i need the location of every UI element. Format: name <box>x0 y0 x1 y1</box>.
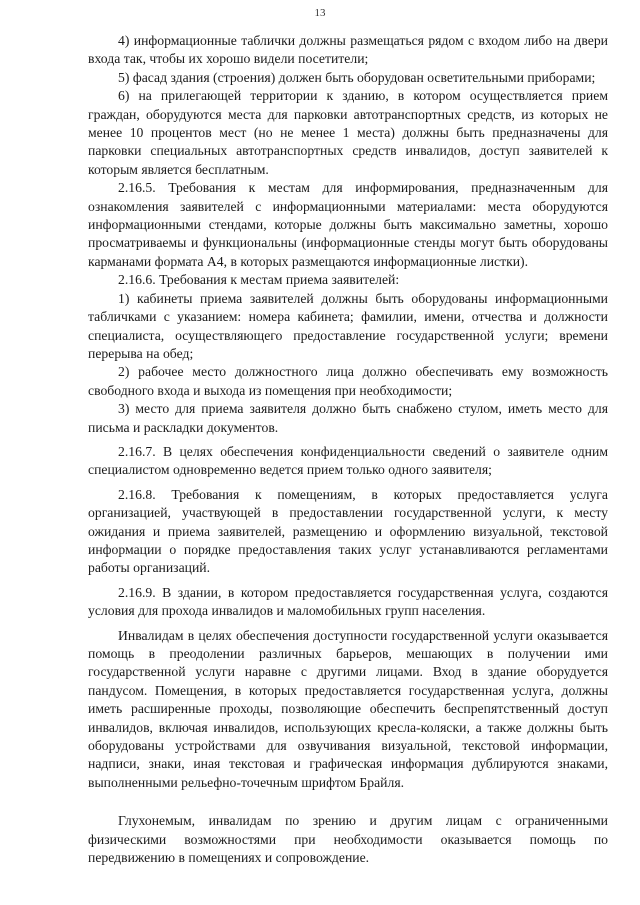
paragraph-item-6: 6) на прилегающей территории к зданию, в котором осуществляется прием граждан, оборудуются места для парковки автотранспортных средств, из которых не менее 10 процентов мест (но не менее 1 места) должны быть предназначены для парковки специальных автотранспортных средств инвалидов, доступ заявителей к которым является бесплатным. <box>88 88 608 177</box>
paragraph-2-16-6-item-3: 3) место для приема заявителя должно быть снабжено стулом, иметь место для письма и раскладки документов. <box>88 401 608 435</box>
paragraph-2-16-6: 2.16.6. Требования к местам приема заявителей: <box>118 272 400 288</box>
paragraph-item-5: 5) фасад здания (строения) должен быть оборудован осветительными приборами; <box>118 69 596 85</box>
paragraph-2-16-5: 2.16.5. Требования к местам для информирования, предназначенным для ознакомления заявителей с информационными материалами: места оборудуются информационными стендами, которые должны быть максимально заметны, хорошо просматриваемы и функциональны (информационные стенды могут быть оборудованы карманами формата А4, в которых размещаются информационные листки). <box>88 180 608 269</box>
paragraph-2-16-9: 2.16.9. В здании, в котором предоставляется государственная услуга, создаются условия для прохода инвалидов и маломобильных групп населения. <box>88 584 608 619</box>
paragraph-2-16-7: 2.16.7. В целях обеспечения конфиденциальности сведений о заявителе одним специалистом одновременно ведется прием только одного заявителя; <box>88 443 608 478</box>
paragraph-2-16-6-item-2: 2) рабочее место должностного лица должно обеспечивать ему возможность свободного входа и выхода из помещения при необходимости; <box>88 364 608 398</box>
paragraph-assistance: Глухонемым, инвалидам по зрению и другим лицам с ограниченными физическими возможностями при необходимости оказывается помощь по передвижению в помещениях и сопровождение. <box>88 813 608 866</box>
document-body <box>88 32 608 867</box>
paragraph-item-4: 4) информационные таблички должны размещаться рядом с входом либо на двери входа так, чтобы их хорошо видели посетители; <box>88 33 608 67</box>
page-number: 13 <box>314 7 326 19</box>
paragraph-2-16-6-item-1: 1) кабинеты приема заявителей должны быть оборудованы информационными табличками с указанием: номера кабинета; фамилии, имени, отчества и должности специалиста, осуществляющего предоставление государственной услуги; времени перерыва на обед; <box>88 290 608 361</box>
paragraph-accessibility: Инвалидам в целях обеспечения доступности государственной услуги оказывается помощь в преодолении различных барьеров, мешающих в получении ими государственной услуги наравне с другими лицами. Вход в здание оборудуется пандусом. Помещения, в которых предоставляется государственная услуга, должны иметь расширенные проходы, позволяющие обеспечить беспрепятственный доступ инвалидов, включая инвалидов, использующих кресла-коляски, а также должны быть оборудованы устройствами для озвучивания визуальной, текстовой информации, надписи, знаки, иная текстовая и графическая информация дублируются знаками, выполненными рельефно-точечным шрифтом Брайля. <box>88 627 608 790</box>
paragraph-2-16-8: 2.16.8. Требования к помещениям, в которых предоставляется услуга организацией, участвующей в предоставлении государственной услуги, к месту ожидания и приема заявителей, размещению и оформлению визуальной, текстовой информации о порядке предоставления таких услуг устанавливаются регламентами работы организаций. <box>88 486 608 576</box>
